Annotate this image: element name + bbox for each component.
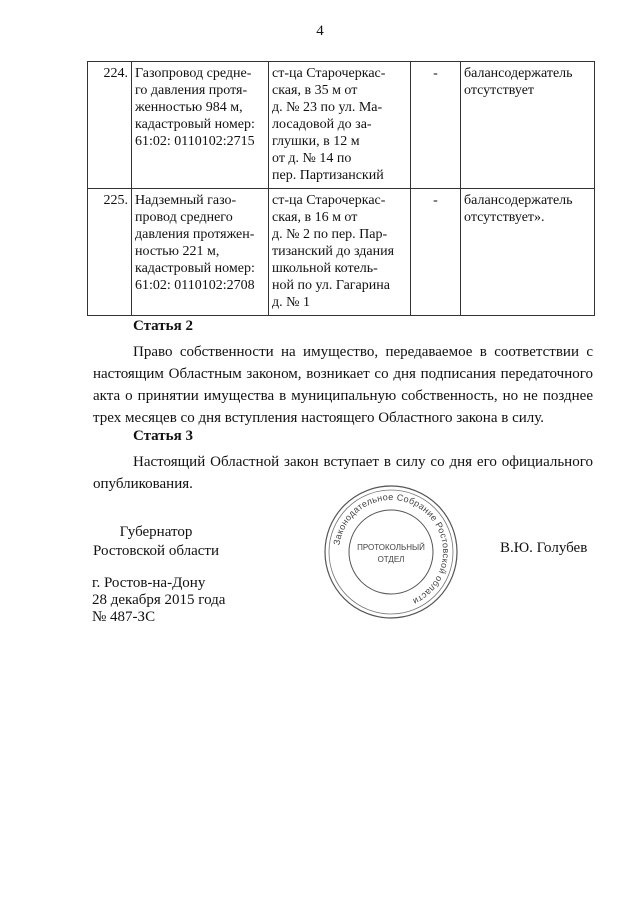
article-2-text: Право собственности на имущество, передаваемое в соответствии с настоящим Областным законом, возникает со дня подписания передаточного акта о принятии имущества в муниципальную собственность, но не позднее трех месяцев со дня вступления настоящего Областного закона в силу. (93, 344, 593, 426)
object-location: ст-ца Старочеркас- ская, в 16 м от д. № 2 по пер. Пар- тизанский до здания школьной котель- ной по ул. Гагарина д. № 1 (269, 189, 411, 316)
official-stamp (322, 483, 460, 621)
stamp-center-line-2: ОТДЕЛ (377, 555, 405, 564)
place-date-block (92, 575, 225, 626)
city: г. Ростов-на-Дону (92, 575, 206, 591)
balance-holder: балансодержатель отсутствует (461, 62, 595, 189)
stamp-ring-text: Законодательное Собрание Ростовской области (331, 491, 452, 607)
balance-holder: балансодержатель отсутствует». (461, 189, 595, 316)
row-number: 225. (88, 189, 132, 316)
article-2-heading: Статья 2 (133, 318, 193, 334)
table-row (88, 62, 595, 189)
dash-cell: - (411, 62, 461, 189)
law-number: № 487-ЗС (92, 609, 156, 625)
signatory-name: В.Ю. Голубев (500, 540, 588, 556)
article-3-heading: Статья 3 (133, 428, 193, 444)
title-line-2: Ростовской области (93, 543, 219, 559)
article-3-text: Настоящий Областной закон вступает в силу со дня его официального опубликования. (93, 454, 593, 492)
property-table (87, 61, 595, 316)
stamp-center-line-1: ПРОТОКОЛЬНЫЙ (357, 543, 425, 552)
page-number: 4 (316, 23, 324, 39)
signatory-title (92, 523, 220, 561)
object-name: Надземный газо- провод среднего давления протяжен- ностью 221 м, кадастровый номер: 61:02: 0110102:2708 (132, 189, 269, 316)
dash-cell: - (411, 189, 461, 316)
law-date: 28 декабря 2015 года (92, 592, 226, 608)
table-row (88, 189, 595, 316)
row-number: 224. (88, 62, 132, 189)
object-name: Газопровод средне- го давления протя- женностью 984 м, кадастровый номер: 61:02: 0110102:2715 (132, 62, 269, 189)
object-location: ст-ца Старочеркас- ская, в 35 м от д. № 23 по ул. Ма- лосадовой до за- глушки, в 12 м от д. № 14 по пер. Партизанский (269, 62, 411, 189)
title-line-1: Губернатор (119, 524, 193, 540)
